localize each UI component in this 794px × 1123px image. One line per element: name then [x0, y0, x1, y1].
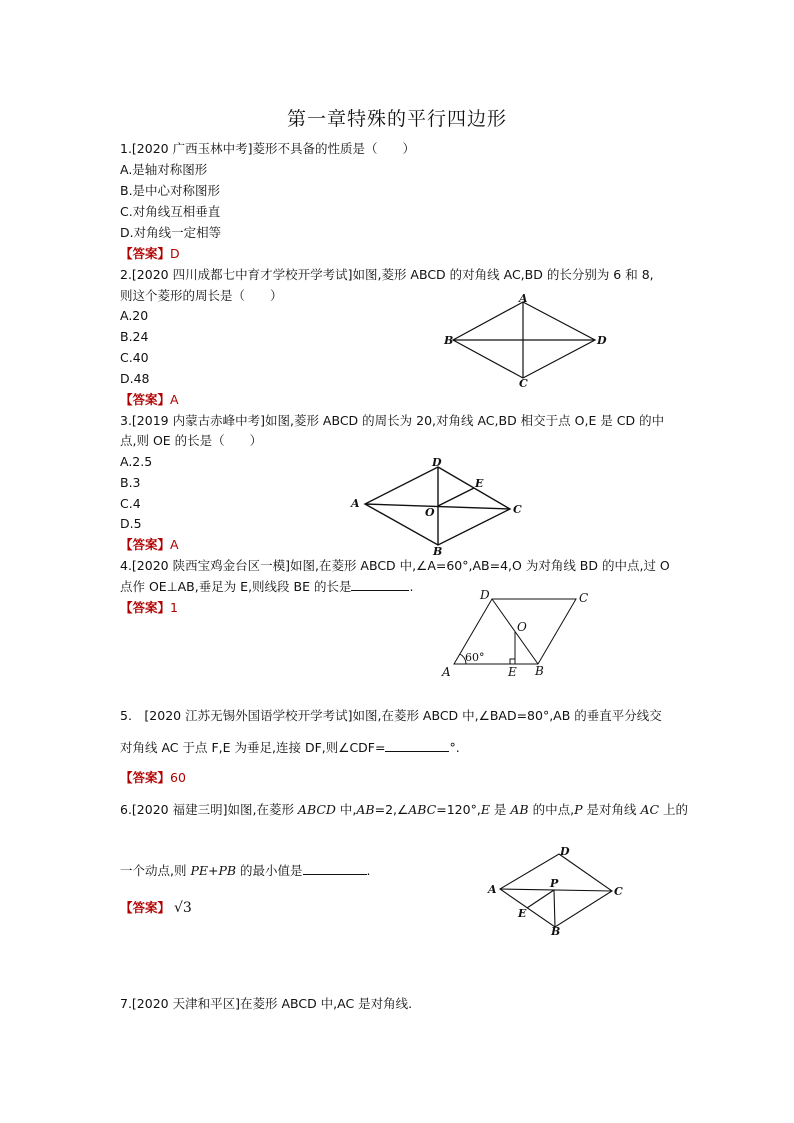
q4-answer — [120, 600, 178, 616]
q2-answer — [120, 392, 179, 408]
var-abc: ABC — [408, 802, 437, 817]
text: =120°, — [436, 802, 481, 817]
q1-option-c: C.对角线互相垂直 — [120, 204, 221, 219]
label-p: P — [550, 877, 559, 890]
label-e: E — [518, 907, 527, 920]
segment-pb — [554, 890, 555, 927]
q1-option-d: D.对角线一定相等 — [120, 225, 222, 240]
segment-oe — [438, 488, 474, 506]
q6-rhombus-figure — [484, 845, 630, 937]
var-e: E — [480, 802, 490, 817]
q1-option-b: B.是中心对称图形 — [120, 183, 221, 198]
q4-stem-end: . — [409, 579, 414, 594]
q4-stem-line2 — [120, 579, 413, 595]
q1-stem: 1.[2020 广西玉林中考]菱形不具备的性质是（ ） — [120, 141, 415, 156]
label-b: B — [551, 925, 561, 937]
label-d: D — [480, 588, 490, 602]
label-b: B — [444, 334, 454, 347]
text: 是 — [489, 802, 511, 817]
label-c: C — [519, 377, 528, 388]
q2-rhombus-figure — [440, 292, 610, 388]
q4-rhombus-figure — [438, 588, 596, 680]
q3-option-b: B.3 — [120, 475, 141, 490]
q3-answer — [120, 537, 179, 553]
label-d: D — [597, 334, 607, 347]
q6-answer — [120, 900, 192, 916]
q2-option-b: B.24 — [120, 329, 149, 344]
q2-stem-line1: 2.[2020 四川成都七中育才学校开学考试]如图,菱形 ABCD 的对角线 AC,BD 的长分别为 6 和 8, — [120, 267, 654, 282]
answer-value: √3 — [174, 900, 192, 916]
text: 的中点, — [528, 802, 575, 817]
q3-option-a: A.2.5 — [120, 454, 153, 469]
segment-pe — [527, 890, 554, 908]
answer-tag: 【答案】 — [120, 770, 171, 785]
q2-stem-line2: 则这个菱形的周长是（ ） — [120, 288, 283, 303]
answer-value: 60 — [170, 770, 186, 785]
label-e: E — [475, 477, 484, 490]
var-ab: AB — [356, 802, 375, 817]
answer-blank — [303, 863, 367, 875]
var-ab: AB — [510, 802, 529, 817]
q4-stem-line1: 4.[2020 陕西宝鸡金台区一模]如图,在菱形 ABCD 中,∠A=60°,AB=4,O 为对角线 BD 的中点,过 O — [120, 558, 670, 573]
label-c: C — [614, 885, 623, 898]
text: 中, — [335, 802, 357, 817]
right-angle-mark — [510, 659, 515, 664]
q7-stem: 7.[2020 天津和平区]在菱形 ABCD 中,AC 是对角线. — [120, 996, 413, 1011]
q5-stem-line2 — [120, 740, 460, 756]
q5-stem-text: 对角线 AC 于点 F,E 为垂足,连接 DF,则∠CDF= — [120, 740, 386, 755]
q6-stem-line1 — [120, 802, 688, 818]
page-title: 第一章特殊的平行四边形 — [286, 108, 507, 130]
label-b: B — [535, 664, 544, 678]
label-b: B — [433, 545, 443, 557]
q3-option-c: C.4 — [120, 496, 141, 511]
answer-value: A — [170, 392, 179, 407]
q3-stem-line1: 3.[2019 内蒙古赤峰中考]如图,菱形 ABCD 的周长为 20,对角线 AC,BD 相交于点 O,E 是 CD 的中 — [120, 413, 665, 428]
var-abcd: ABCD — [297, 802, 336, 817]
label-e: E — [508, 665, 517, 679]
q5-stem-end: °. — [449, 740, 460, 755]
answer-value: 1 — [170, 600, 178, 615]
q3-option-d: D.5 — [120, 516, 142, 531]
q4-stem-text: 点作 OE⊥AB,垂足为 E,则线段 BE 的长是 — [120, 579, 352, 594]
label-o: O — [425, 506, 435, 519]
label-a: A — [519, 292, 528, 305]
text: 是对角线 — [582, 802, 641, 817]
q1-answer — [120, 246, 180, 262]
q5-answer — [120, 770, 186, 786]
label-c: C — [579, 591, 589, 605]
answer-tag: 【答案】 — [120, 600, 171, 615]
text: 6.[2020 福建三明]如图,在菱形 — [120, 802, 298, 817]
var-pe-pb: PE+PB — [190, 863, 237, 878]
answer-blank — [351, 579, 409, 591]
answer-tag: 【答案】 — [120, 900, 171, 915]
q2-option-c: C.40 — [120, 350, 149, 365]
text: 上的 — [659, 802, 689, 817]
answer-tag: 【答案】 — [120, 246, 171, 261]
label-d: D — [432, 456, 442, 469]
var-p: P — [574, 802, 583, 817]
answer-blank — [385, 740, 449, 752]
label-a: A — [351, 497, 360, 510]
answer-value: D — [170, 246, 180, 261]
answer-tag: 【答案】 — [120, 392, 171, 407]
text: =2,∠ — [374, 802, 409, 817]
q3-rhombus-figure — [345, 455, 530, 557]
q3-stem-line2: 点,则 OE 的长是（ ） — [120, 433, 263, 448]
angle-label: 60° — [465, 651, 485, 664]
text: 一个动点,则 — [120, 863, 191, 878]
q2-option-a: A.20 — [120, 308, 149, 323]
answer-value: A — [170, 537, 179, 552]
label-o: O — [517, 620, 527, 634]
label-a: A — [442, 665, 451, 679]
q1-option-a: A.是轴对称图形 — [120, 162, 208, 177]
label-a: A — [488, 883, 497, 896]
label-c: C — [513, 503, 522, 516]
q6-stem-line2 — [120, 863, 371, 879]
answer-tag: 【答案】 — [120, 537, 171, 552]
q2-option-d: D.48 — [120, 371, 150, 386]
text: 的最小值是 — [236, 863, 303, 878]
q5-stem-line1: 5. [2020 江苏无锡外国语学校开学考试]如图,在菱形 ABCD 中,∠BAD=80°,AB 的垂直平分线交 — [120, 708, 662, 723]
label-d: D — [560, 845, 570, 858]
var-ac: AC — [640, 802, 660, 817]
text: . — [366, 863, 371, 878]
